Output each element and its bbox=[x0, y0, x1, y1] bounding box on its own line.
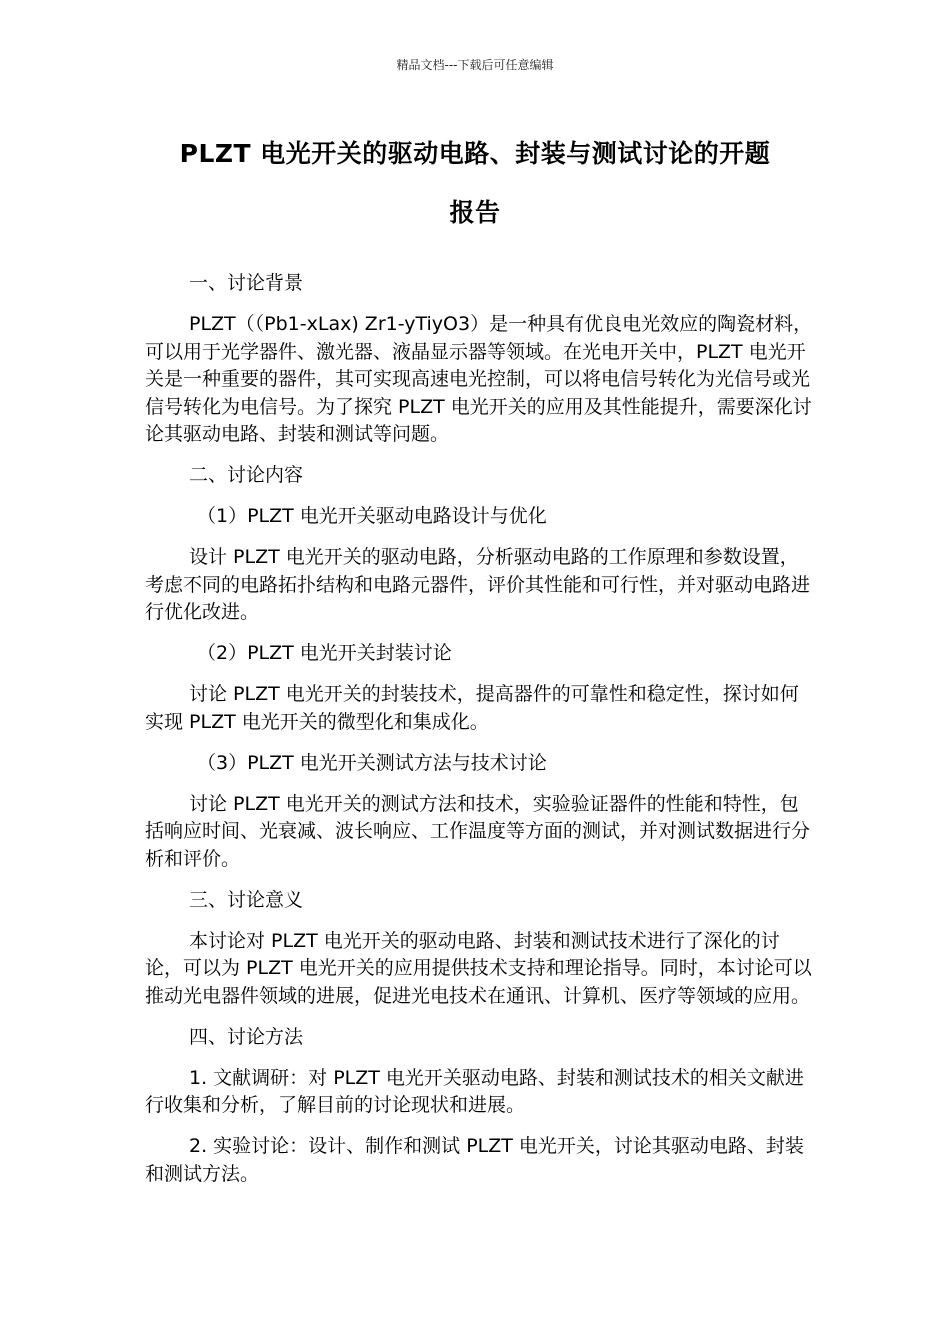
content-item-1-heading: （1）PLZT 电光开关驱动电路设计与优化 bbox=[197, 505, 547, 527]
significance-paragraph: 本讨论对 PLZT 电光开关的驱动电路、封装和测试技术进行了深化的讨论，可以为 PLZT 电光开关的应用提供技术支持和理论指导。同时，本讨论可以推动光电器件领域的进展，促进光电技术在通讯、计算机、医疗等领域的应用。 bbox=[145, 929, 812, 1007]
content-item-2-heading: （2）PLZT 电光开关封装讨论 bbox=[197, 642, 452, 664]
content-item-2-paragraph: 讨论 PLZT 电光开关的封装技术，提高器件的可靠性和稳定性，探讨如何实现 PLZT 电光开关的微型化和集成化。 bbox=[145, 683, 799, 733]
content-item-3-paragraph: 讨论 PLZT 电光开关的测试方法和技术，实验验证器件的性能和特性，包括响应时间、光衰减、波长响应、工作温度等方面的测试，并对测试数据进行分析和评价。 bbox=[145, 792, 811, 870]
method-item-1: 1. 文献调研：对 PLZT 电光开关驱动电路、封装和测试技术的相关文献进行收集和分析，了解目前的讨论现状和进展。 bbox=[145, 1066, 804, 1116]
section-heading-content: 二、讨论内容 bbox=[189, 464, 304, 486]
background-paragraph: PLZT（（Pb1-xLax) Zr1-yTiyO3）是一种具有优良电光效应的陶瓷材料，可以用于光学器件、激光器、液晶显示器等领域。在光电开关中，PLZT 电光开关是一种重要的器件，其可实现高速电光控制，可以将电信号转化为光信号或光信号转化为电信号。为了探究 PLZT 电光开关的应用及其性能提升，需要深化讨论其驱动电路、封装和测试等问题。 bbox=[145, 313, 813, 445]
method-item-2: 2. 实验讨论：设计、制作和测试 PLZT 电光开关，讨论其驱动电路、封装和测试方法。 bbox=[145, 1135, 804, 1185]
content-item-1-paragraph: 设计 PLZT 电光开关的驱动电路，分析驱动电路的工作原理和参数设置，考虑不同的电路拓扑结构和电路元器件，评价其性能和可行性，并对驱动电路进行优化改进。 bbox=[145, 546, 811, 623]
document-title-line-2: 报告 bbox=[449, 198, 501, 227]
document-title-line-1: PLZT 电光开关的驱动电路、封装与测试讨论的开题 bbox=[179, 139, 771, 168]
page-header-note: 精品文档---下载后可任意编辑 bbox=[396, 58, 554, 72]
section-heading-background: 一、讨论背景 bbox=[189, 272, 304, 294]
content-item-3-heading: （3）PLZT 电光开关测试方法与技术讨论 bbox=[197, 751, 547, 774]
section-heading-methods: 四、讨论方法 bbox=[189, 1025, 304, 1048]
document-body bbox=[145, 270, 813, 1202]
section-heading-significance: 三、讨论意义 bbox=[189, 888, 304, 911]
